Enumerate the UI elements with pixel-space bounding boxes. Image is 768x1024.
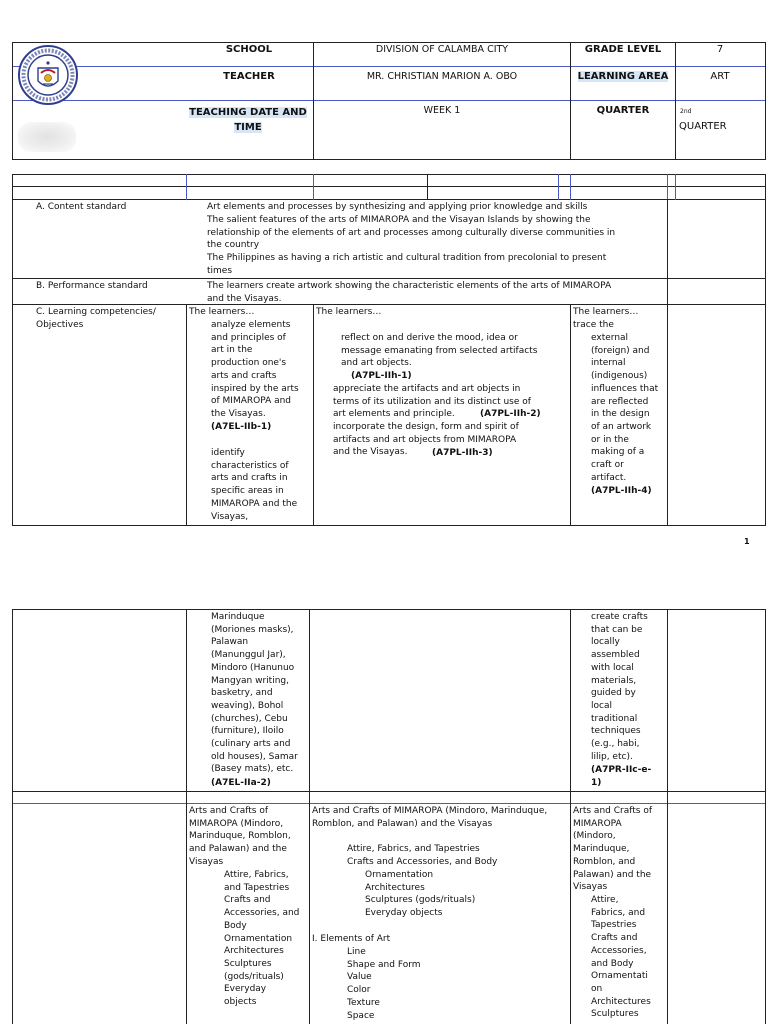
competencies-col2-a-code: (A7PL-IIh-1) bbox=[351, 371, 412, 381]
content-standard-line-3: The Philippines as having a rich artistic and cultural tradition from precolonial to present times bbox=[207, 253, 607, 276]
competencies-col2-a: reflect on and derive the mood, idea or message emanating from selected artifacts and art objects. bbox=[341, 333, 538, 369]
quarter-label: QUARTER bbox=[596, 105, 650, 116]
content-standard-label: A. Content standard bbox=[36, 202, 127, 212]
quarter-value: QUARTER bbox=[679, 121, 727, 132]
competencies-col3-head: The learners… bbox=[573, 307, 639, 317]
content-standard-line-1: Art elements and processes by synthesizing and applying prior knowledge and skills bbox=[207, 202, 588, 212]
competencies-col2-c-code: (A7PL-IIh-3) bbox=[432, 448, 493, 458]
competencies-col2-b-code: (A7PL-IIh-2) bbox=[480, 409, 541, 419]
competencies-label: C. Learning competencies/ Objectives bbox=[36, 307, 156, 330]
content-col2-list-2: Ornamentation Architectures Sculptures (gods/rituals) Everyday objects bbox=[365, 870, 476, 919]
learning-area-label bbox=[572, 71, 674, 84]
content-col1-list: Attire, Fabrics, and Tapestries Crafts and Accessories, and Body Ornamentation Architectures Sculptures (gods/rituals) Everyday objects bbox=[224, 870, 300, 1008]
content-col2-elements: Line Shape and Form Value Color Texture Space bbox=[347, 947, 421, 1021]
page-number: 1 bbox=[744, 537, 750, 546]
school-value: DIVISION OF CALAMBA CITY bbox=[375, 44, 509, 55]
competencies-col1-a: analyze elements and principles of art in the production one's arts and crafts inspired by the arts of MIMAROPA and the Visayas. bbox=[211, 320, 299, 419]
teaching-date-label-text: TEACHING DATE AND TIME bbox=[189, 107, 307, 133]
page2-col1-continuation: Marinduque (Moriones masks), Palawan (Manunggul Jar), Mindoro (Hanunuo Mangyan writing, basketry, and weaving), Bohol (churches), Cebu (furniture), Iloilo (culinary arts and old houses), Samar (Basey mats), etc. bbox=[211, 612, 298, 775]
content-standard-line-2: The salient features of the arts of MIMAROPA and the Visayan Islands by showing the relationship of the elements of art and processes among culturally diverse communities in the country bbox=[207, 215, 616, 251]
school-label: SCHOOL bbox=[225, 44, 273, 55]
learning-area-label-text: LEARNING AREA bbox=[577, 71, 669, 82]
competencies-col2-b: appreciate the artifacts and art objects in terms of its utilization and its distinct use of art elements and principle. bbox=[333, 384, 531, 420]
content-col2-list-1: Attire, Fabrics, and Tapestries Crafts and Accessories, and Body bbox=[347, 844, 498, 867]
content-col2-elements-head: I. Elements of Art bbox=[312, 934, 391, 944]
grade-level-label: GRADE LEVEL bbox=[584, 44, 662, 55]
competencies-col2-head: The learners… bbox=[316, 307, 382, 317]
blurred-logo-area bbox=[18, 122, 76, 152]
competencies-col3-b: external (foreign) and internal (indigenous) influences that are reflected in the design of an artwork or in the making of a craft or artifact. bbox=[591, 333, 659, 483]
competencies-col1-b: identify characteristics of arts and crafts in specific areas in MIMAROPA and the Visayas, bbox=[211, 448, 298, 522]
competencies-col2-c: incorporate the design, form and spirit of artifacts and art objects from MIMAROPA and the Visayas. bbox=[333, 422, 519, 458]
learning-area-value: ART bbox=[710, 71, 730, 82]
performance-standard-text: The learners create artwork showing the characteristic elements of the arts of MIMAROPA and the Visayas. bbox=[207, 281, 612, 304]
deped-seal-icon bbox=[17, 44, 79, 106]
teaching-date-label bbox=[186, 105, 310, 135]
grade-level-value: 7 bbox=[716, 44, 724, 55]
page2-col3-continuation: create crafts that can be locally assembled with local materials, guided by local traditional techniques (e.g., habi, lilip, etc). bbox=[591, 612, 648, 762]
competencies-col3-code: (A7PL-IIh-4) bbox=[591, 486, 652, 496]
content-col2-head: Arts and Crafts of MIMAROPA (Mindoro, Marinduque, Romblon, and Palawan) and the Visayas bbox=[312, 806, 548, 829]
competencies-col1-a-code: (A7EL-IIb-1) bbox=[211, 422, 272, 432]
teaching-date-value: WEEK 1 bbox=[423, 105, 461, 116]
performance-standard-label: B. Performance standard bbox=[36, 281, 148, 291]
page2-col1-code: (A7EL-IIa-2) bbox=[211, 778, 271, 788]
content-col3-head: Arts and Crafts of MIMAROPA (Mindoro, Marinduque, Romblon, and Palawan) and the Visayas bbox=[573, 806, 652, 893]
quarter-superscript: 2nd bbox=[680, 108, 692, 115]
content-col1-head: Arts and Crafts of MIMAROPA (Mindoro, Marinduque, Romblon, and Palawan) and the Visayas bbox=[189, 806, 291, 867]
teacher-value: MR. CHRISTIAN MARION A. OBO bbox=[366, 71, 518, 82]
content-col3-list: Attire, Fabrics, and Tapestries Crafts and Accessories, and Body Ornamentati on Architectures Sculptures bbox=[591, 895, 651, 1020]
teacher-label: TEACHER bbox=[223, 71, 275, 82]
page2-col3-code: (A7PR-IIc-e- 1) bbox=[591, 765, 652, 788]
competencies-col3-a: trace the bbox=[573, 320, 614, 330]
competencies-col1-head: The learners… bbox=[189, 307, 255, 317]
